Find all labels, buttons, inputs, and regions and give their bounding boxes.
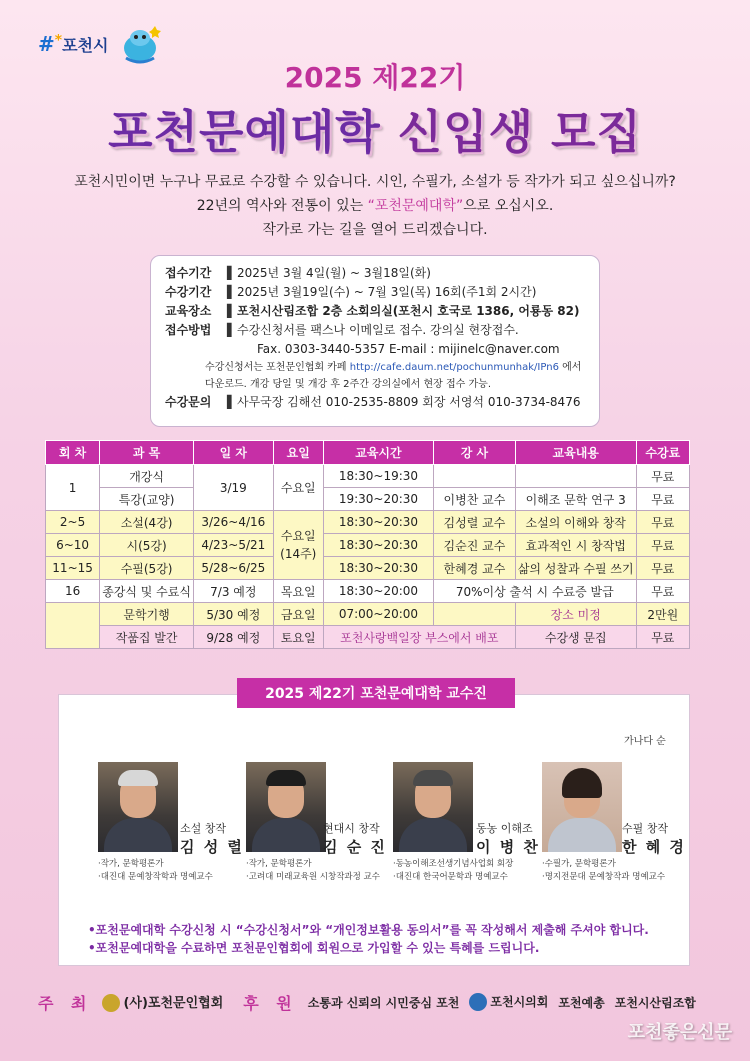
info-row-place: 교육장소 ▌ 포천시산림조합 2층 소회의실(포천시 호국로 1386, 어룡동 82): [165, 304, 580, 318]
col-header: 과 목: [100, 441, 194, 465]
professor-name: 한 혜 경: [622, 838, 686, 856]
col-header: 강 사: [434, 441, 516, 465]
professor-role: 동농 이해조: [476, 822, 533, 835]
col-header: 회 차: [46, 441, 100, 465]
intro-line-2: 22년의 역사와 전통이 있는 “포천문예대학”으로 오십시오.: [196, 198, 554, 214]
col-header: 일 자: [193, 441, 273, 465]
info-row-course: 수강기간 ▌ 2025년 3월19일(수) ~ 7월 3일(목) 16회(주1회 2시간): [165, 285, 537, 299]
col-header: 교육내용: [515, 441, 636, 465]
table-row: 6~10 시(5강) 4/23~5/21 18:30~20:30 김순진 교수 효과적인 시 창작법 무료: [46, 534, 690, 557]
download-note: 수강신청서는 포천문인협회 카페 http://cafe.daum.net/pochunmunhak/IPn6 에서: [205, 362, 582, 373]
order-note: 가나다 순: [624, 736, 666, 747]
table-row: 문학기행 5/30 예정 금요일 07:00~20:00 장소 미정 2만원: [46, 603, 690, 626]
table-row: 작품집 발간 9/28 예정 토요일 포천사랑백일장 부스에서 배포 수강생 문집 무료: [46, 626, 690, 649]
info-row-contact: 수강문의 ▌ 사무국장 김해선 010-2535-8809 회장 서영석 010-3734-8476: [165, 395, 581, 409]
sponsor-org: 소통과 신뢰의 시민중심 포천: [307, 995, 460, 1010]
professor-name: 김 성 렬: [180, 838, 244, 856]
col-header: 교육시간: [323, 441, 433, 465]
professor-photo: [542, 762, 622, 852]
professor-name: 이 병 찬: [476, 838, 540, 856]
sponsor-org: 포천시산림조합: [614, 995, 696, 1010]
association-seal-icon: [102, 994, 120, 1012]
host-label: 주 최: [38, 993, 93, 1013]
table-row: 1 개강식 3/19 수요일 18:30~19:30 무료: [46, 465, 690, 488]
edition-subtitle: 2025 제22기: [284, 61, 466, 94]
professor-name: 김 순 진: [323, 838, 387, 856]
info-row-method: 접수방법 ▌ 수강신청서를 팩스나 이메일로 접수. 강의실 현장접수.: [165, 323, 519, 337]
professor-photo: [393, 762, 473, 852]
page-title: 포천문예대학 신입생 모집: [108, 105, 642, 159]
intro-line-1: 포천시민이면 누구나 무료로 수강할 수 있습니다. 시인, 수필가, 소설가 등 작가가 되고 싶으십니까?: [74, 174, 676, 190]
fax-email-line: Fax. 0303-3440-5357 E-mail : mijinelc@naver.com: [257, 342, 560, 356]
professor-role: 소설 창작: [180, 822, 227, 835]
professor-desc: ·작가, 문학평론가 ·고려대 미래교육원 시창작과정 교수: [246, 859, 380, 882]
professor-desc: ·작가, 문학평론가 ·대진대 문예창작학과 명예교수: [98, 859, 213, 882]
professor-photo: [98, 762, 178, 852]
col-header: 요일: [273, 441, 323, 465]
table-row: 16 종강식 및 수료식 7/3 예정 목요일 18:30~20:00 70%이상 출석 시 수료증 발급 무료: [46, 580, 690, 603]
info-box: [150, 255, 600, 427]
download-note-2: 다운로드. 개강 당일 및 개강 후 2주간 강의실에서 현장 접수 가능.: [205, 379, 492, 390]
council-seal-icon: [469, 993, 487, 1011]
professor-desc: ·수필가, 문학평론가 ·명지전문대 문예창작과 명예교수: [542, 859, 666, 882]
col-header: 수강료: [636, 441, 689, 465]
professor-desc: ·동농이해조선생기념사업회 회장 ·대진대 한국어문학과 명예교수: [393, 859, 514, 882]
watermark: 포천좋은신문: [627, 1022, 732, 1043]
professor-photo: [246, 762, 326, 852]
faculty-title: 2025 제22기 포천문예대학 교수진: [237, 678, 515, 708]
table-row: 특강(교양) 19:30~20:30 이병찬 교수 이해조 문학 연구 3 무료: [46, 488, 690, 511]
sponsor-org: 포천예총: [558, 995, 605, 1010]
table-row: 2~5 소설(4강) 3/26~4/16 수요일 (14주) 18:30~20:30 김성렬 교수 소설의 이해와 창작 무료: [46, 511, 690, 534]
sponsor-org: 포천시의회: [469, 993, 548, 1012]
host-org: (사)포천문인협회: [102, 992, 223, 1013]
info-row-period: 접수기간 ▌ 2025년 3월 4일(월) ~ 3월18일(화): [165, 266, 431, 280]
pocheon-city-logo: #*포천시: [38, 32, 109, 56]
intro-text: [0, 170, 750, 242]
professor-role: 현대시 창작: [323, 822, 380, 835]
professor-role: 수필 창작: [622, 822, 669, 835]
intro-line-3: 작가로 가는 길을 열어 드리겠습니다.: [262, 222, 488, 238]
sponsor-label: 후 원: [243, 993, 298, 1013]
schedule-header-row: [46, 441, 690, 465]
cafe-link[interactable]: http://cafe.daum.net/pochunmunhak/IPn6: [349, 362, 559, 373]
notice: •포천문예대학 수강신청 시 “수강신청서”와 “개인정보활용 동의서”를 꼭 작성해서 제출해 주셔야 합니다. •포천문예대학을 수료하면 포천문인협회에 회원으로 가입할 수 있는 특혜를 드립니다.: [88, 923, 649, 955]
table-row: 11~15 수필(5강) 5/28~6/25 18:30~20:30 한혜경 교수 삶의 성찰과 수필 쓰기 무료: [46, 557, 690, 580]
schedule-table: [45, 440, 690, 649]
